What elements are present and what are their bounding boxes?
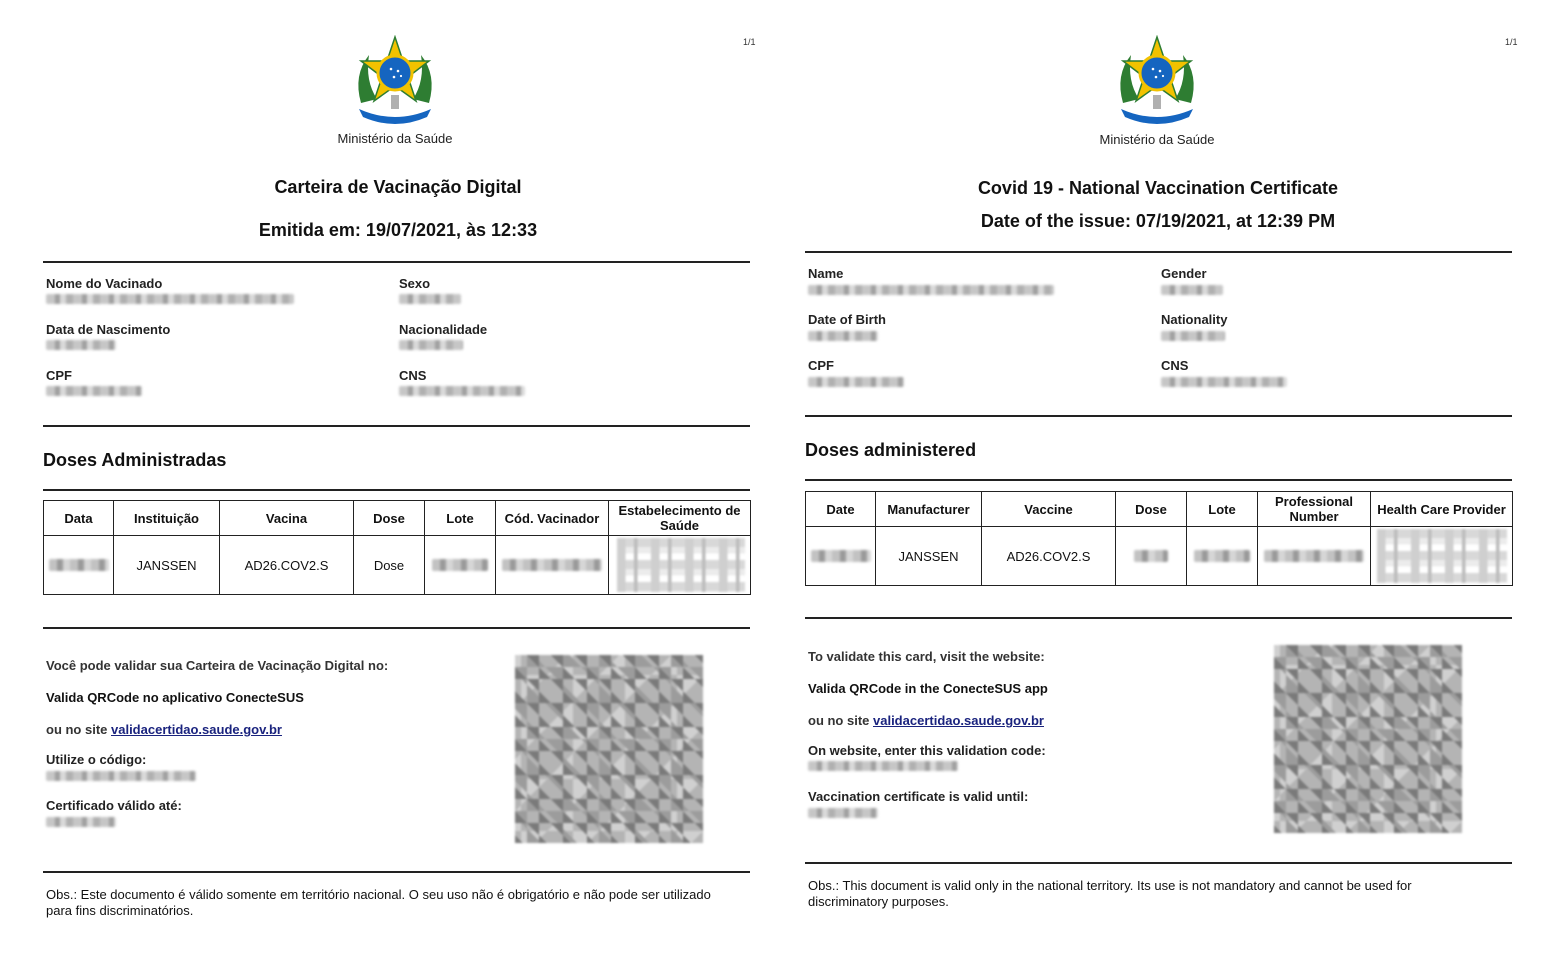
brazil-coat-of-arms-icon <box>347 35 443 127</box>
table-row <box>806 527 1513 586</box>
name-label: Name <box>808 266 844 281</box>
professional-number-cell <box>1258 527 1371 586</box>
col-header: Date <box>806 492 876 527</box>
birth-label: Date of Birth <box>808 312 886 327</box>
name-value-redacted <box>46 294 294 304</box>
certificate-portuguese <box>40 0 760 958</box>
col-header: Estabelecimento de Saúde <box>609 501 751 536</box>
certificate-title: Carteira de Vacinação Digital <box>274 177 522 197</box>
name-label: Nome do Vacinado <box>46 276 163 291</box>
cns-label: CNS <box>1161 358 1189 373</box>
page-number: 1/1 <box>1505 37 1518 47</box>
certificate-title: Covid 19 - National Vaccination Certificate <box>977 178 1339 198</box>
table-row <box>44 536 751 595</box>
name-value-redacted <box>808 285 1054 295</box>
col-header: Dose <box>1116 492 1187 527</box>
page-number: 1/1 <box>743 37 756 47</box>
vaccine-cell: AD26.COV2.S <box>982 527 1116 586</box>
qr-code-icon <box>1274 645 1462 833</box>
cpf-label: CPF <box>46 368 72 383</box>
nationality-label: Nationality <box>1161 312 1228 327</box>
col-header: Cód. Vacinador <box>496 501 609 536</box>
valid-until-label: Certificado válido até: <box>46 798 182 813</box>
birth-value-redacted <box>46 340 116 350</box>
redacted-value <box>1194 550 1250 562</box>
validate-app: Valida QRCode in the ConecteSUS app <box>808 681 1048 696</box>
vaccine-cell: AD26.COV2.S <box>220 536 354 595</box>
nationality-label: Nacionalidade <box>399 322 488 337</box>
divider <box>805 862 1512 864</box>
ministry-label: Ministério da Saúde <box>1099 132 1215 147</box>
establishment-cell <box>609 536 751 595</box>
col-header: Data <box>44 501 114 536</box>
code-value-redacted <box>808 761 958 771</box>
issue-date: Date of the issue: 07/19/2021, at 12:39 PM <box>980 211 1336 231</box>
divider <box>805 479 1512 481</box>
cns-value-redacted <box>399 386 525 396</box>
validate-intro: To validate this card, visit the website: <box>808 649 1045 664</box>
vaccinator-cell <box>496 536 609 595</box>
divider <box>805 251 1512 253</box>
validate-app: Valida QRCode no aplicativo ConecteSUS <box>46 690 304 705</box>
cns-value-redacted <box>1161 377 1287 387</box>
observation-note: Obs.: Este documento é válido somente em território nacional. O seu uso não é obrigatório e não pode ser utilizado para fins discriminatórios. <box>46 887 711 918</box>
redacted-value <box>1134 550 1168 562</box>
redacted-value <box>1264 550 1364 562</box>
divider <box>43 261 750 263</box>
certificate-english <box>802 0 1522 958</box>
sex-label: Sexo <box>399 276 431 291</box>
code-label: Utilize o código: <box>46 752 147 767</box>
code-label: On website, enter this validation code: <box>808 743 1046 758</box>
col-header: Vacina <box>220 501 354 536</box>
doses-table <box>805 491 1513 586</box>
nationality-value-redacted <box>1161 331 1225 341</box>
code-value-redacted <box>46 771 196 781</box>
valid-until-label: Vaccination certificate is valid until: <box>808 789 1029 804</box>
validate-site-line <box>46 722 282 737</box>
dose-cell: Dose <box>354 536 425 595</box>
redacted-value <box>432 559 488 571</box>
birth-value-redacted <box>808 331 878 341</box>
brazil-coat-of-arms-icon <box>1109 35 1205 127</box>
cpf-value-redacted <box>46 386 142 396</box>
divider <box>43 489 750 491</box>
divider <box>43 871 750 873</box>
col-header: Instituição <box>114 501 220 536</box>
sex-value-redacted <box>1161 285 1223 295</box>
doses-table <box>43 500 751 595</box>
col-header: Lote <box>425 501 496 536</box>
col-header: Professional Number <box>1258 492 1371 527</box>
birth-label: Data de Nascimento <box>46 322 171 337</box>
cpf-label: CPF <box>808 358 834 373</box>
redacted-value <box>1377 529 1507 583</box>
valid-until-redacted <box>808 808 878 818</box>
doses-heading: Doses administered <box>805 440 977 460</box>
col-header: Lote <box>1187 492 1258 527</box>
site-prefix: ou no site <box>46 722 111 737</box>
observation-note: Obs.: This document is valid only in the national territory. Its use is not mandatory and cannot be used for discriminatory purposes. <box>808 878 1412 909</box>
validation-site-link[interactable]: validacertidao.saude.gov.br <box>111 722 282 737</box>
redacted-value <box>617 538 745 592</box>
divider <box>805 617 1512 619</box>
table-header-row <box>44 501 751 536</box>
qr-code-icon <box>515 655 703 843</box>
redacted-value <box>49 559 109 571</box>
dose-cell <box>1116 527 1187 586</box>
col-header: Manufacturer <box>876 492 982 527</box>
validation-site-link[interactable]: validacertidao.saude.gov.br <box>873 713 1044 728</box>
divider <box>43 425 750 427</box>
manufacturer-cell: JANSSEN <box>876 527 982 586</box>
provider-cell <box>1371 527 1513 586</box>
doses-heading: Doses Administradas <box>43 450 227 470</box>
date-cell <box>806 527 876 586</box>
institution-cell: JANSSEN <box>114 536 220 595</box>
sex-value-redacted <box>399 294 461 304</box>
col-header: Vaccine <box>982 492 1116 527</box>
validate-site-line <box>808 713 1044 728</box>
date-cell <box>44 536 114 595</box>
lot-cell <box>425 536 496 595</box>
col-header: Dose <box>354 501 425 536</box>
table-header-row <box>806 492 1513 527</box>
col-header: Health Care Provider <box>1371 492 1513 527</box>
site-prefix: ou no site <box>808 713 873 728</box>
nationality-value-redacted <box>399 340 463 350</box>
issue-date: Emitida em: 19/07/2021, às 12:33 <box>258 220 538 240</box>
divider <box>43 627 750 629</box>
divider <box>805 415 1512 417</box>
redacted-value <box>811 550 871 562</box>
ministry-label: Ministério da Saúde <box>337 131 453 146</box>
cns-label: CNS <box>399 368 427 383</box>
redacted-value <box>502 559 602 571</box>
valid-until-redacted <box>46 817 116 827</box>
validate-intro: Você pode validar sua Carteira de Vacinação Digital no: <box>46 658 389 673</box>
lot-cell <box>1187 527 1258 586</box>
cpf-value-redacted <box>808 377 904 387</box>
sex-label: Gender <box>1161 266 1207 281</box>
